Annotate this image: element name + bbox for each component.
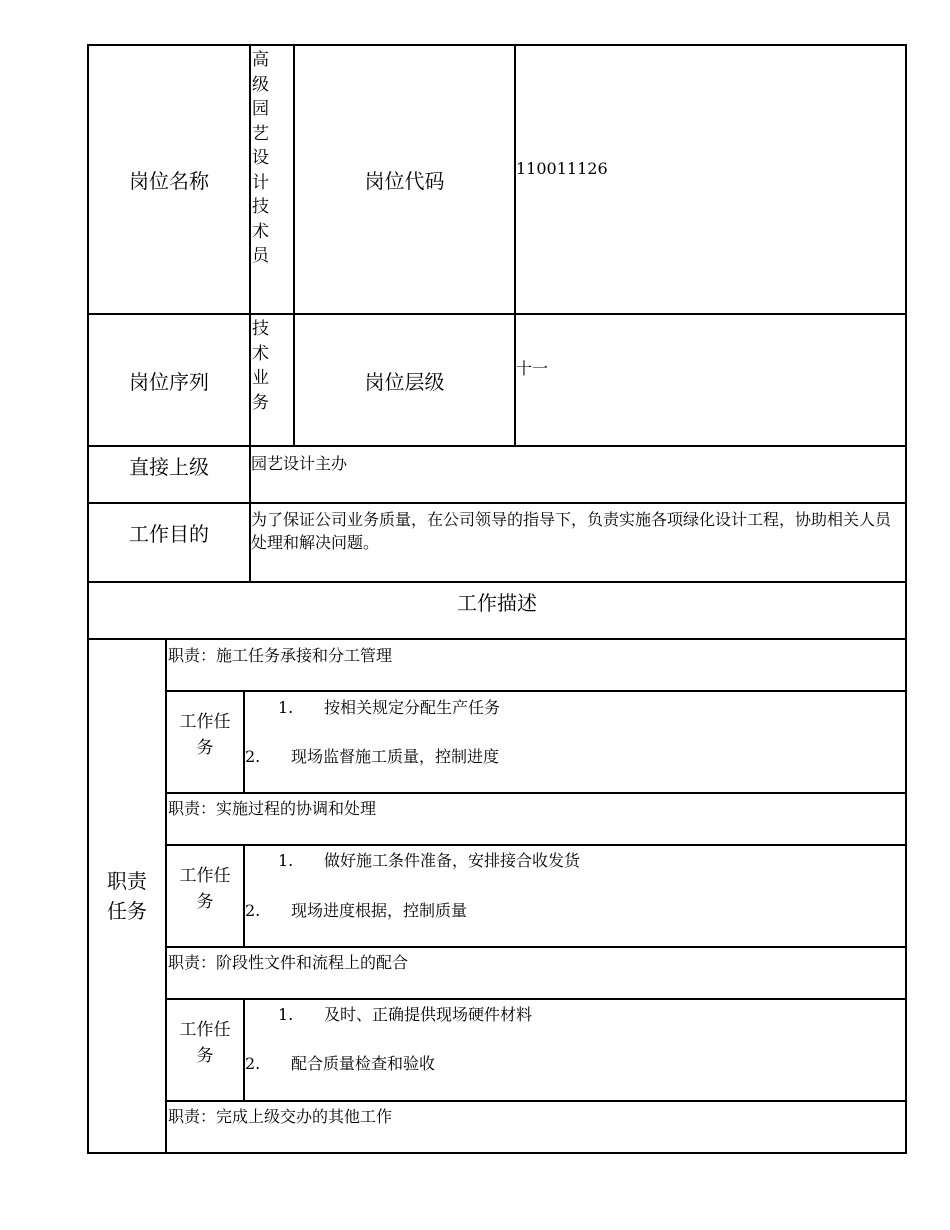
task-number: 1.	[278, 1005, 294, 1024]
post-level-label: 岗位层级	[364, 369, 445, 394]
post-code-label: 岗位代码	[364, 169, 445, 193]
border-duty1-tasks-bottom	[165, 792, 907, 794]
description-header: 工作描述	[457, 590, 537, 615]
duty-title: 职责：阶段性文件和流程上的配合	[168, 953, 409, 972]
post-sequence-label: 岗位序列	[129, 369, 209, 394]
duty-title: 职责：完成上级交办的其他工作	[168, 1107, 393, 1126]
border-duty2-title-bottom	[165, 844, 907, 846]
task-label	[167, 692, 243, 778]
border-duty2-tasks-bottom	[165, 946, 907, 948]
border-task1-label-col	[243, 690, 245, 794]
duty-title: 职责：施工任务承接和分工管理	[168, 646, 393, 665]
task-text: 及时、正确提供现场硬件材料	[324, 1005, 533, 1024]
task-item	[278, 696, 500, 719]
purpose-value: 为了保证公司业务质量，在公司领导的指导下，负责实施各项绿化设计工程，协助相关人员处理和解决问题。	[251, 510, 892, 552]
task-text: 配合质量检查和验收	[291, 1054, 436, 1073]
border-duty3-tasks-bottom	[165, 1100, 907, 1102]
task-item	[278, 1003, 532, 1026]
border-row5-bottom	[87, 638, 907, 640]
task-number: 1.	[278, 698, 294, 717]
task-number: 2.	[245, 901, 261, 920]
border-bottom	[87, 1152, 907, 1154]
border-label2-col	[514, 44, 516, 447]
task-text: 现场进度根据，控制质量	[291, 901, 468, 920]
superior-value: 园艺设计主办	[251, 454, 348, 473]
superior-label: 直接上级	[129, 454, 209, 479]
task-label-text: 工作任务	[179, 712, 231, 758]
border-right	[905, 44, 907, 1154]
post-code-value: 110011126	[516, 159, 608, 178]
border-task3-label-col	[243, 998, 245, 1102]
task-number: 2.	[245, 747, 261, 766]
task-item	[245, 1052, 435, 1075]
task-item	[278, 849, 580, 872]
task-label	[167, 1000, 243, 1086]
duties-label	[89, 640, 165, 1152]
task-item	[245, 899, 467, 922]
border-duty3-title-bottom	[165, 998, 907, 1000]
task-number: 1.	[278, 851, 294, 870]
task-item	[245, 745, 499, 768]
task-number: 2.	[245, 1054, 261, 1073]
purpose-label: 工作目的	[129, 521, 209, 546]
task-text: 做好施工条件准备，安排接合收发货	[324, 851, 581, 870]
post-level-value: 十一	[516, 359, 549, 378]
border-row4-bottom	[87, 581, 907, 583]
duty-title: 职责：实施过程的协调和处理	[168, 799, 377, 818]
task-text: 按相关规定分配生产任务	[324, 698, 501, 717]
task-label-text: 工作任务	[179, 866, 231, 912]
task-label-text: 工作任务	[179, 1020, 231, 1066]
task-label	[167, 846, 243, 932]
post-sequence-value: 技术业务	[252, 319, 269, 413]
post-name-label: 岗位名称	[129, 169, 209, 193]
duties-label-text: 职责任务	[107, 869, 147, 923]
task-text: 现场监督施工质量，控制进度	[291, 747, 500, 766]
border-task2-label-col	[243, 844, 245, 948]
border-duty1-title-bottom	[165, 690, 907, 692]
post-name-value: 高级园艺设计技术员	[252, 50, 269, 266]
